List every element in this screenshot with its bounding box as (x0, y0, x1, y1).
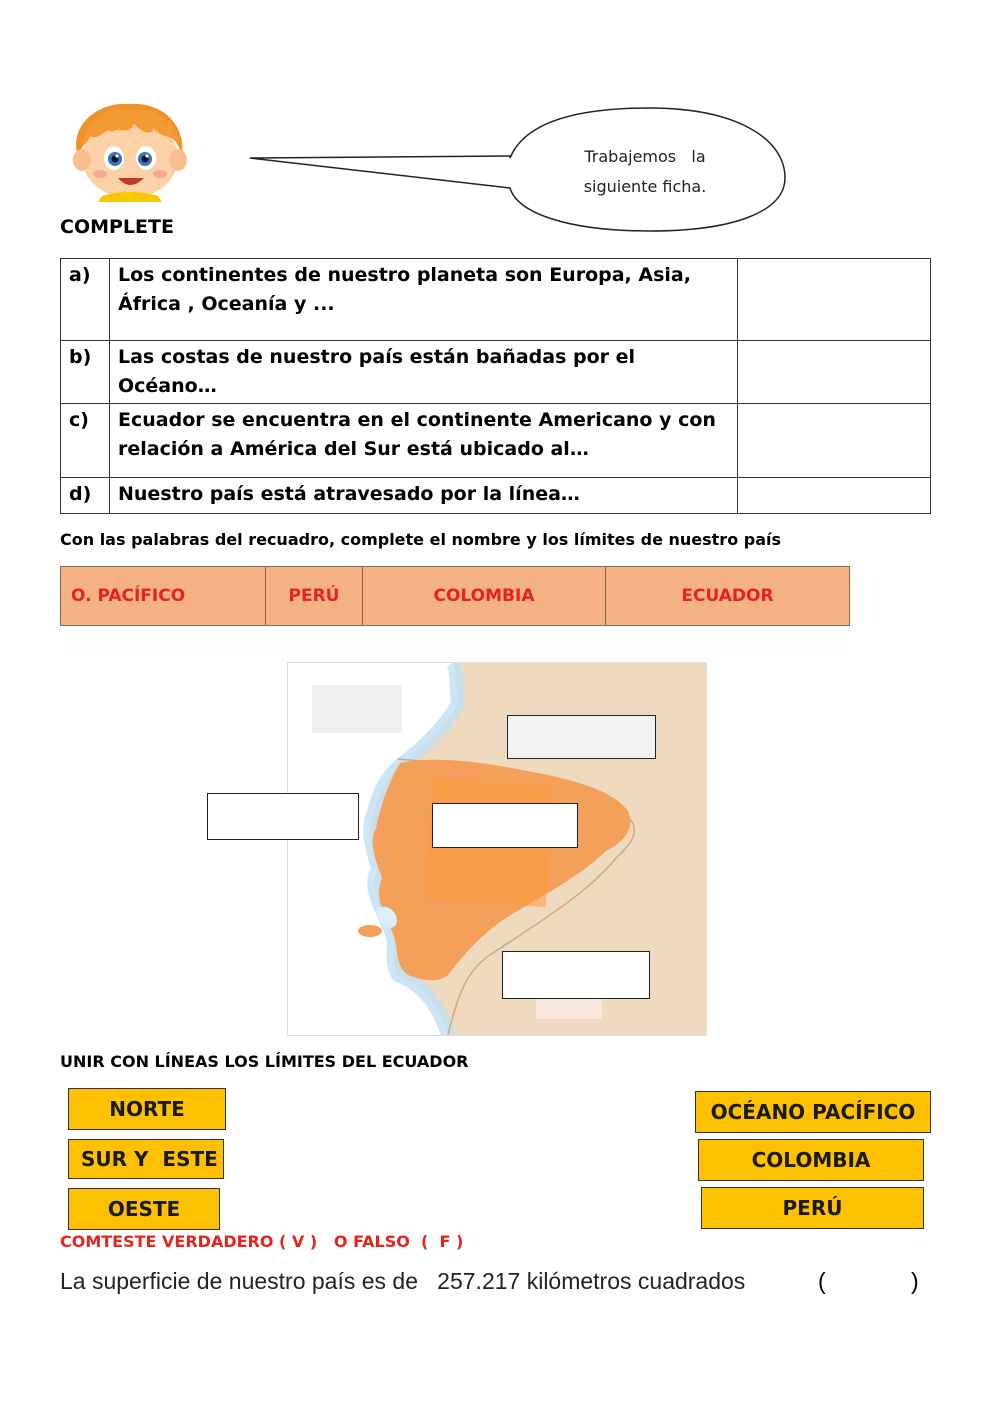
wordbank (60, 566, 850, 626)
row-question: Las costas de nuestro país están bañadas por el Océano… (110, 341, 738, 404)
row-question: Nuestro país está atravesado por la línea… (110, 478, 738, 514)
complete-title: COMPLETE (60, 216, 174, 238)
word-colombia[interactable]: COLOMBIA (363, 567, 606, 625)
child-avatar (58, 96, 196, 202)
table-row (61, 478, 931, 514)
word-opacifico[interactable]: O. PACÍFICO (61, 567, 266, 625)
match-right-oceano[interactable]: OCÉANO PACÍFICO (695, 1091, 931, 1133)
answer-open-paren: ( (818, 1268, 826, 1294)
answer-field[interactable] (738, 478, 931, 514)
bubble-line-2: siguiente ficha. (583, 177, 707, 196)
match-title: UNIR CON LÍNEAS LOS LÍMITES DEL ECUADOR (60, 1052, 469, 1071)
row-letter: b) (61, 341, 110, 404)
complete-table (60, 258, 931, 514)
row-letter: a) (61, 259, 110, 341)
word-peru[interactable]: PERÚ (266, 567, 363, 625)
answer-close-paren: ) (911, 1268, 919, 1294)
table-row (61, 341, 931, 404)
map-blank-center[interactable] (432, 803, 578, 848)
row-question: Los continentes de nuestro planeta son Europa, Asia, África , Oceanía y ... (110, 259, 738, 341)
match-left-norte[interactable]: NORTE (68, 1088, 226, 1130)
row-question: Ecuador se encuentra en el continente Americano y con relación a América del Sur está ubicado al… (110, 404, 738, 478)
speech-bubble-text (560, 142, 730, 202)
bubble-line-1: Trabajemos la (584, 147, 706, 166)
answer-field[interactable] (738, 404, 931, 478)
wordbank-instruction: Con las palabras del recuadro, complete el nombre y los límites de nuestro país (60, 530, 782, 549)
row-letter: d) (61, 478, 110, 514)
table-row (61, 259, 931, 341)
map-blank-west[interactable] (207, 793, 359, 840)
truefalse-answer-field[interactable] (834, 1270, 908, 1298)
answer-field[interactable] (738, 341, 931, 404)
truefalse-statement: La superficie de nuestro país es de 257.217 kilómetros cuadrados (60, 1268, 746, 1294)
match-right-colombia[interactable]: COLOMBIA (698, 1139, 924, 1181)
map-blank-south[interactable] (502, 951, 650, 999)
table-row (61, 404, 931, 478)
row-letter: c) (61, 404, 110, 478)
match-left-oeste[interactable]: OESTE (68, 1188, 220, 1230)
map-blank-north[interactable] (507, 715, 656, 759)
truefalse-title: COMTESTE VERDADERO ( V ) O FALSO ( F ) (60, 1232, 464, 1251)
match-left-sur-este[interactable]: SUR Y ESTE (68, 1139, 224, 1179)
answer-field[interactable] (738, 259, 931, 341)
match-right-peru[interactable]: PERÚ (701, 1187, 924, 1229)
word-ecuador[interactable]: ECUADOR (681, 586, 774, 606)
